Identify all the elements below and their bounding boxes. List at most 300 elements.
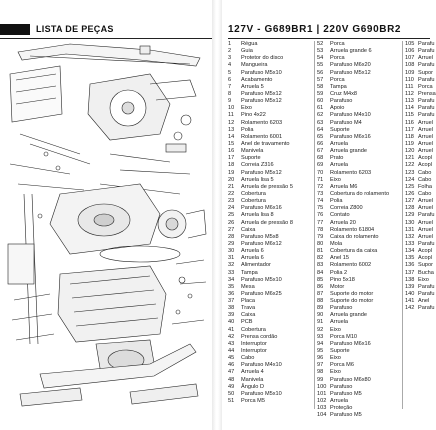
part-name: Cabo bbox=[241, 355, 255, 362]
part-name: Parafu bbox=[418, 62, 435, 69]
part-name: Cobertura bbox=[241, 190, 266, 197]
part-number: 31 bbox=[228, 255, 235, 262]
part-row bbox=[228, 291, 293, 298]
part-row bbox=[317, 141, 389, 148]
parts-list-title: LISTA DE PEÇAS bbox=[36, 24, 114, 34]
part-row bbox=[405, 98, 436, 105]
part-number: 123 bbox=[405, 169, 415, 176]
part-name: Arruel bbox=[418, 219, 433, 226]
part-name: Eixo bbox=[330, 326, 341, 333]
part-row bbox=[228, 234, 293, 241]
part-row bbox=[317, 327, 389, 334]
part-number: 64 bbox=[317, 126, 324, 133]
part-row bbox=[405, 48, 436, 55]
part-number: 129 bbox=[405, 212, 415, 219]
part-number: 107 bbox=[405, 55, 415, 62]
part-row bbox=[228, 241, 293, 248]
part-row bbox=[228, 162, 293, 169]
part-row bbox=[317, 355, 389, 362]
part-row bbox=[228, 55, 293, 62]
part-name: Anel bbox=[418, 298, 430, 305]
part-name: Acabamento bbox=[241, 76, 273, 83]
part-row bbox=[317, 369, 389, 376]
part-name: Parafu bbox=[418, 112, 435, 119]
part-row bbox=[405, 91, 436, 98]
right-page bbox=[222, 0, 436, 430]
part-number: 36 bbox=[228, 290, 235, 297]
part-number: 105 bbox=[405, 41, 415, 47]
part-number: 40 bbox=[228, 319, 235, 326]
part-number: 37 bbox=[228, 298, 235, 305]
part-number: 65 bbox=[317, 133, 324, 140]
part-number: 91 bbox=[317, 319, 324, 326]
part-row bbox=[228, 270, 293, 277]
part-number: 76 bbox=[317, 212, 324, 219]
part-number: 111 bbox=[405, 83, 414, 90]
part-row bbox=[317, 398, 389, 405]
part-row bbox=[317, 55, 389, 62]
part-number: 94 bbox=[317, 340, 324, 347]
part-row bbox=[405, 248, 436, 255]
part-number: 78 bbox=[317, 226, 324, 233]
part-name: Arruela M6 bbox=[330, 183, 358, 190]
part-number: 104 bbox=[317, 412, 327, 419]
part-row bbox=[317, 270, 389, 277]
part-number: 139 bbox=[405, 283, 415, 290]
part-number: 106 bbox=[405, 48, 415, 55]
part-number: 134 bbox=[405, 248, 415, 255]
part-name: Porca bbox=[330, 76, 345, 83]
part-name: Polia bbox=[330, 198, 343, 205]
column-divider bbox=[402, 41, 403, 409]
part-row bbox=[317, 377, 389, 384]
part-row bbox=[405, 227, 436, 234]
part-number: 13 bbox=[228, 126, 235, 133]
parts-column-2 bbox=[317, 41, 389, 419]
part-name: Supor bbox=[418, 262, 433, 269]
part-row bbox=[228, 248, 293, 255]
part-name: Ângulo D bbox=[241, 383, 265, 390]
part-name: Motor bbox=[330, 283, 345, 290]
part-number: 12 bbox=[228, 119, 235, 126]
part-row bbox=[405, 105, 436, 112]
part-name: Parafuso M6x25 bbox=[241, 290, 282, 297]
part-name: Parafuso M6x20 bbox=[330, 62, 371, 69]
part-number: 51 bbox=[228, 398, 235, 405]
part-row bbox=[228, 334, 293, 341]
part-number: 120 bbox=[405, 148, 415, 155]
part-name: Parafuso M5 bbox=[330, 390, 362, 397]
part-name: Apoio bbox=[330, 105, 345, 112]
part-number: 68 bbox=[317, 155, 324, 162]
part-name: Caixa bbox=[241, 226, 256, 233]
part-number: 80 bbox=[317, 240, 324, 247]
parts-column-3 bbox=[405, 41, 436, 312]
part-row bbox=[228, 77, 293, 84]
part-row bbox=[405, 70, 436, 77]
part-name: Arruela de pressão 8 bbox=[241, 219, 293, 226]
part-name: Prato bbox=[330, 155, 344, 162]
part-number: 15 bbox=[228, 140, 235, 147]
part-name: Rolamento 6203 bbox=[241, 119, 283, 126]
part-row bbox=[405, 120, 436, 127]
part-number: 20 bbox=[228, 176, 235, 183]
part-name: Parafu bbox=[418, 283, 435, 290]
part-name: Cabo bbox=[418, 176, 432, 183]
part-number: 130 bbox=[405, 219, 415, 226]
part-row bbox=[317, 212, 389, 219]
parts-column-1 bbox=[228, 41, 293, 405]
part-name: Cabo bbox=[418, 190, 432, 197]
part-row bbox=[228, 212, 293, 219]
part-row bbox=[228, 41, 293, 48]
part-name: Arruel bbox=[418, 55, 433, 62]
model-title: 127V - G689BR1 | 220V G690BR2 bbox=[228, 24, 402, 35]
part-name: Cobertura bbox=[241, 326, 266, 333]
part-name: Arruela 6 bbox=[241, 248, 264, 255]
part-name: Parafuso bbox=[330, 383, 353, 390]
part-number: 71 bbox=[317, 176, 324, 183]
part-number: 67 bbox=[317, 148, 324, 155]
header-rule bbox=[228, 38, 430, 39]
part-name: Placa bbox=[241, 298, 255, 305]
part-row bbox=[228, 319, 293, 326]
part-name: Arruela lisa 5 bbox=[241, 176, 274, 183]
part-row bbox=[228, 141, 293, 148]
part-number: 28 bbox=[228, 233, 235, 240]
part-number: 70 bbox=[317, 169, 324, 176]
part-name: Protetor do disco bbox=[241, 55, 284, 62]
part-number: 136 bbox=[405, 262, 415, 269]
part-row bbox=[317, 262, 389, 269]
part-row bbox=[405, 270, 436, 277]
part-row bbox=[228, 384, 293, 391]
part-row bbox=[405, 134, 436, 141]
part-name: Arruel bbox=[418, 126, 433, 133]
part-row bbox=[405, 141, 436, 148]
left-page-header bbox=[0, 24, 212, 36]
part-name: Tampa bbox=[241, 269, 258, 276]
part-name: Rolamento 6002 bbox=[330, 262, 372, 269]
part-row bbox=[405, 155, 436, 162]
part-name: Arruela 4 bbox=[241, 369, 264, 376]
part-name: Contato bbox=[330, 212, 350, 219]
part-name: Polia bbox=[241, 126, 254, 133]
part-name: Parafuso M4x10 bbox=[241, 362, 282, 369]
part-name: Arruela bbox=[330, 319, 349, 326]
part-number: 4 bbox=[228, 62, 232, 69]
part-number: 79 bbox=[317, 233, 324, 240]
part-row bbox=[317, 184, 389, 191]
part-row bbox=[317, 312, 389, 319]
part-number: 109 bbox=[405, 69, 415, 76]
part-row bbox=[317, 70, 389, 77]
part-number: 138 bbox=[405, 276, 415, 283]
part-number: 124 bbox=[405, 176, 415, 183]
part-row bbox=[405, 148, 436, 155]
part-number: 52 bbox=[317, 41, 324, 47]
part-number: 8 bbox=[228, 90, 232, 97]
part-number: 112 bbox=[405, 90, 414, 97]
part-name: Eixo bbox=[418, 276, 429, 283]
part-number: 49 bbox=[228, 383, 235, 390]
part-row bbox=[405, 127, 436, 134]
part-number: 24 bbox=[228, 205, 235, 212]
part-name: Parafuso M4 bbox=[330, 119, 362, 126]
part-row bbox=[228, 170, 293, 177]
part-name: Parafuso M6x16 bbox=[241, 205, 282, 212]
part-name: Parafuso M6x12 bbox=[241, 240, 282, 247]
part-number: 127 bbox=[405, 198, 415, 205]
part-row bbox=[317, 362, 389, 369]
part-number: 135 bbox=[405, 255, 415, 262]
part-number: 69 bbox=[317, 162, 324, 169]
part-number: 128 bbox=[405, 205, 415, 212]
part-name: Arruela bbox=[330, 162, 349, 169]
part-name: Parafu bbox=[418, 76, 435, 83]
part-row bbox=[405, 112, 436, 119]
part-number: 60 bbox=[317, 98, 324, 105]
part-name: Arruela 5 bbox=[241, 83, 264, 90]
part-number: 101 bbox=[317, 390, 327, 397]
part-number: 115 bbox=[405, 112, 414, 119]
part-name: Parafu bbox=[418, 48, 435, 55]
part-row bbox=[228, 312, 293, 319]
part-name: Acopl bbox=[418, 255, 432, 262]
part-name: Rolamento 6001 bbox=[241, 133, 283, 140]
part-row bbox=[228, 262, 293, 269]
part-row bbox=[405, 255, 436, 262]
header-accent-bar bbox=[0, 24, 30, 35]
part-name: Cabo bbox=[418, 169, 432, 176]
part-name: Parafu bbox=[418, 98, 435, 105]
part-row bbox=[405, 298, 436, 305]
part-row bbox=[405, 177, 436, 184]
part-row bbox=[405, 205, 436, 212]
part-number: 62 bbox=[317, 112, 324, 119]
part-row bbox=[228, 148, 293, 155]
part-row bbox=[317, 177, 389, 184]
part-name: Arruela grande 6 bbox=[330, 48, 372, 55]
part-name: Arruel bbox=[418, 140, 433, 147]
part-row bbox=[405, 291, 436, 298]
part-name: Prensa bbox=[418, 90, 436, 97]
part-number: 142 bbox=[405, 305, 415, 312]
part-row bbox=[317, 391, 389, 398]
part-number: 118 bbox=[405, 133, 414, 140]
part-name: Manivela bbox=[241, 148, 264, 155]
part-name: Porca M10 bbox=[330, 333, 358, 340]
part-row bbox=[228, 341, 293, 348]
part-row bbox=[228, 184, 293, 191]
part-row bbox=[405, 84, 436, 91]
part-number: 19 bbox=[228, 169, 235, 176]
part-name: Porca M6 bbox=[330, 362, 354, 369]
part-name: Eixo bbox=[330, 369, 341, 376]
part-name: Manivela bbox=[241, 376, 264, 383]
part-row bbox=[317, 298, 389, 305]
part-number: 102 bbox=[317, 398, 327, 405]
part-number: 88 bbox=[317, 298, 324, 305]
part-row bbox=[317, 91, 389, 98]
part-row bbox=[228, 98, 293, 105]
part-row bbox=[317, 112, 389, 119]
part-name: Arruel bbox=[418, 226, 433, 233]
part-row bbox=[228, 305, 293, 312]
part-row bbox=[228, 70, 293, 77]
part-row bbox=[317, 155, 389, 162]
part-row bbox=[228, 255, 293, 262]
part-number: 113 bbox=[405, 98, 414, 105]
part-name: Parafuso M5x10 bbox=[241, 69, 282, 76]
part-number: 97 bbox=[317, 362, 324, 369]
part-number: 61 bbox=[317, 105, 324, 112]
part-row bbox=[317, 348, 389, 355]
part-number: 132 bbox=[405, 233, 415, 240]
part-name: Parafuso M5x8 bbox=[241, 233, 279, 240]
part-row bbox=[317, 234, 389, 241]
part-row bbox=[317, 148, 389, 155]
part-row bbox=[317, 384, 389, 391]
part-number: 98 bbox=[317, 369, 324, 376]
part-row bbox=[317, 319, 389, 326]
part-row bbox=[317, 220, 389, 227]
part-row bbox=[228, 377, 293, 384]
part-row bbox=[228, 327, 293, 334]
part-row bbox=[228, 227, 293, 234]
part-row bbox=[317, 84, 389, 91]
part-name: Arruela bbox=[330, 140, 349, 147]
part-row bbox=[405, 41, 436, 48]
part-number: 56 bbox=[317, 69, 324, 76]
part-number: 22 bbox=[228, 190, 235, 197]
part-row bbox=[228, 369, 293, 376]
part-number: 55 bbox=[317, 62, 324, 69]
part-row bbox=[405, 220, 436, 227]
part-name: Interruptor bbox=[241, 340, 267, 347]
part-number: 23 bbox=[228, 198, 235, 205]
part-name: Parafu bbox=[418, 290, 435, 297]
part-name: Porca bbox=[418, 83, 433, 90]
part-number: 85 bbox=[317, 276, 324, 283]
part-name: Arruela lisa 8 bbox=[241, 212, 274, 219]
part-row bbox=[228, 398, 293, 405]
part-row bbox=[317, 77, 389, 84]
part-row bbox=[405, 262, 436, 269]
part-name: Parafuso M6x16 bbox=[330, 340, 371, 347]
part-name: Alimentador bbox=[241, 262, 271, 269]
part-number: 81 bbox=[317, 248, 324, 255]
part-row bbox=[228, 177, 293, 184]
part-name: PCB bbox=[241, 319, 253, 326]
part-number: 93 bbox=[317, 333, 324, 340]
part-name: Caixa bbox=[241, 312, 256, 319]
part-name: Cobertura bbox=[241, 198, 266, 205]
part-number: 34 bbox=[228, 276, 235, 283]
part-number: 133 bbox=[405, 240, 415, 247]
part-number: 116 bbox=[405, 119, 414, 126]
part-name: Anel de travamento bbox=[241, 140, 290, 147]
part-name: Correia Z316 bbox=[241, 162, 274, 169]
part-number: 53 bbox=[317, 48, 324, 55]
part-name: Parafuso M5x12 bbox=[241, 90, 282, 97]
part-name: Parafu bbox=[418, 41, 435, 47]
left-page bbox=[0, 0, 212, 430]
part-number: 137 bbox=[405, 269, 415, 276]
part-row bbox=[317, 248, 389, 255]
part-name: Parafuso M5x12 bbox=[241, 98, 282, 105]
part-name: Arruela grande bbox=[330, 148, 368, 155]
part-number: 84 bbox=[317, 269, 324, 276]
part-name: Cruz M4x8 bbox=[330, 90, 358, 97]
part-number: 29 bbox=[228, 240, 235, 247]
part-name: Correia Z800 bbox=[330, 205, 363, 212]
part-row bbox=[228, 284, 293, 291]
part-name: Prensa cordão bbox=[241, 333, 278, 340]
part-number: 6 bbox=[228, 76, 232, 83]
part-name: Porca M5 bbox=[241, 398, 265, 405]
part-number: 32 bbox=[228, 262, 235, 269]
part-name: Rolamento 6203 bbox=[330, 169, 372, 176]
part-row bbox=[317, 105, 389, 112]
part-row bbox=[405, 212, 436, 219]
part-number: 26 bbox=[228, 219, 235, 226]
part-row bbox=[228, 84, 293, 91]
part-name: Acopl bbox=[418, 155, 432, 162]
part-row bbox=[317, 162, 389, 169]
part-name: Parafuso M5 bbox=[330, 412, 362, 419]
header-rule bbox=[0, 38, 212, 39]
part-name: Parafuso M5x10 bbox=[241, 276, 282, 283]
part-row bbox=[228, 112, 293, 119]
part-row bbox=[405, 62, 436, 69]
part-row bbox=[405, 198, 436, 205]
part-number: 11 bbox=[228, 112, 234, 119]
part-row bbox=[317, 255, 389, 262]
part-row bbox=[405, 77, 436, 84]
part-row bbox=[228, 220, 293, 227]
part-number: 14 bbox=[228, 133, 235, 140]
part-row bbox=[228, 191, 293, 198]
part-name: Porca bbox=[330, 41, 345, 47]
part-name: Eixo bbox=[241, 105, 252, 112]
part-number: 103 bbox=[317, 405, 327, 412]
part-row bbox=[228, 205, 293, 212]
part-number: 35 bbox=[228, 283, 235, 290]
part-row bbox=[317, 62, 389, 69]
part-row bbox=[405, 162, 436, 169]
part-number: 89 bbox=[317, 305, 324, 312]
part-number: 108 bbox=[405, 62, 415, 69]
part-number: 121 bbox=[405, 155, 415, 162]
part-number: 41 bbox=[228, 326, 235, 333]
part-name: Arruela grande bbox=[330, 312, 368, 319]
part-name: Acopl bbox=[418, 248, 432, 255]
part-row bbox=[317, 120, 389, 127]
part-number: 5 bbox=[228, 69, 232, 76]
part-number: 86 bbox=[317, 283, 324, 290]
column-divider bbox=[314, 41, 315, 409]
part-row bbox=[228, 198, 293, 205]
part-number: 18 bbox=[228, 162, 235, 169]
part-row bbox=[317, 341, 389, 348]
part-number: 1 bbox=[228, 41, 232, 47]
part-row bbox=[317, 191, 389, 198]
part-number: 39 bbox=[228, 312, 235, 319]
part-name: Proteção bbox=[330, 405, 353, 412]
part-number: 114 bbox=[405, 105, 414, 112]
part-name: Parafuso M5x12 bbox=[330, 69, 371, 76]
